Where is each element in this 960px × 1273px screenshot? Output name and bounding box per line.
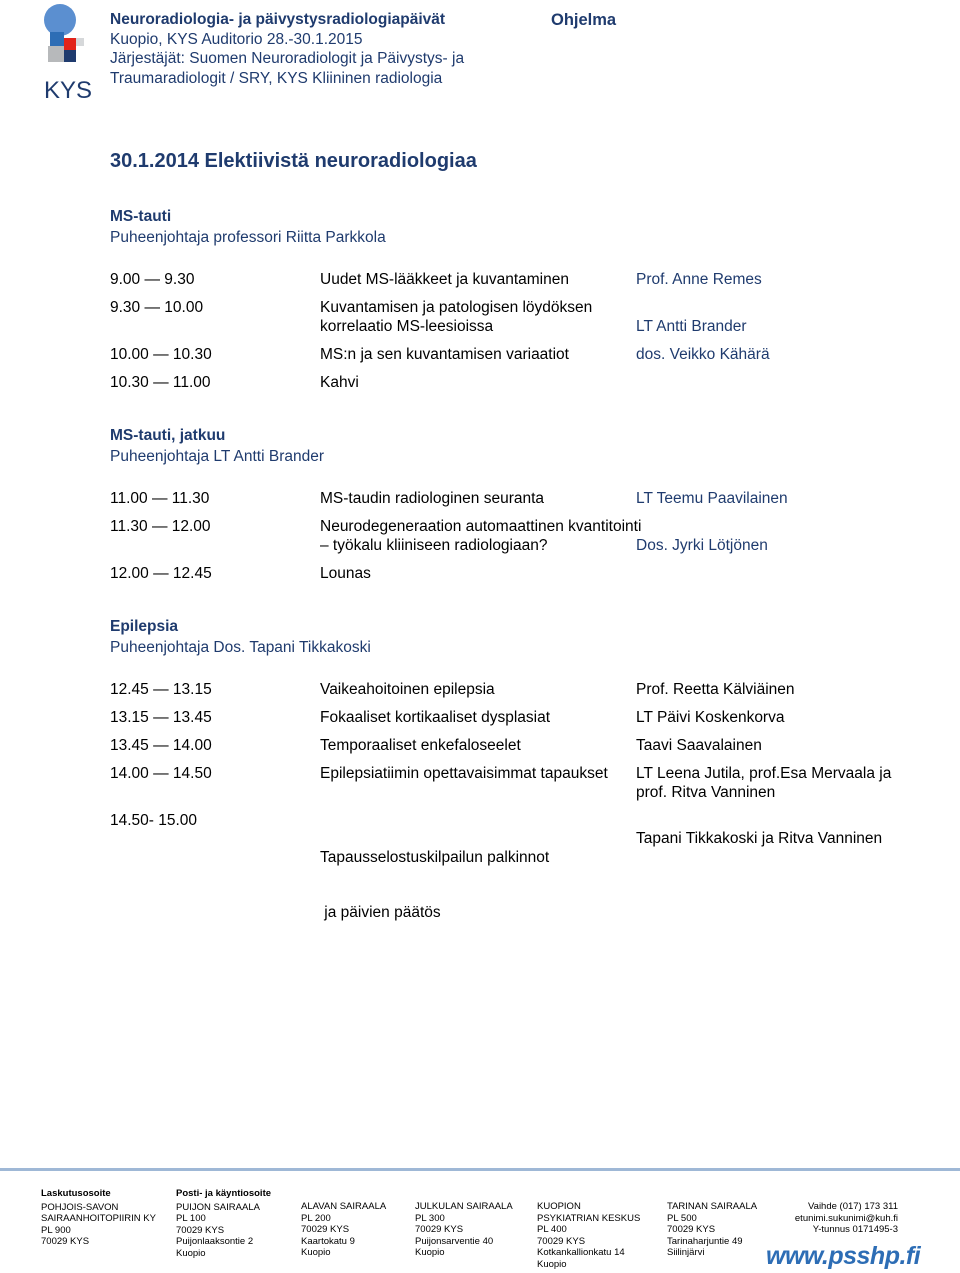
footer-line: Puijonlaaksontie 2 xyxy=(176,1236,254,1247)
row-speaker-line2: prof. Ritva Vanninen xyxy=(636,783,776,801)
footer-line: PL 300 xyxy=(415,1212,445,1224)
row-talk-line1: Kuvantamisen ja patologisen löydöksen xyxy=(320,299,593,316)
row-talk: Lounas xyxy=(320,564,371,582)
program-row xyxy=(110,765,930,802)
program-row xyxy=(110,737,930,756)
footer-line: POHJOIS-SAVON xyxy=(41,1201,119,1213)
footer-business-id: Y-tunnus 0171495-3 xyxy=(812,1224,898,1235)
row-time: 11.30 — 12.00 xyxy=(110,518,211,535)
row-speaker: Prof. Anne Remes xyxy=(636,271,762,288)
footer-line: PL 200 xyxy=(301,1212,331,1224)
row-talk xyxy=(320,299,636,336)
row-talk xyxy=(320,518,642,555)
footer-phone: Vaihde (017) 173 311 xyxy=(808,1201,898,1212)
footer-line: JULKULAN SAIRAALA xyxy=(415,1201,513,1212)
row-talk: Epilepsiatiimin opettavaisimmat tapaukset xyxy=(320,765,608,782)
event-organizers-line2: Traumaradiologit / SRY, KYS Kliininen radiologia xyxy=(110,69,443,87)
session-chair: Puheenjohtaja professori Riitta Parkkola xyxy=(110,229,386,246)
program-row xyxy=(110,565,930,584)
footer-line: PSYKIATRIAN KESKUS xyxy=(537,1212,641,1224)
session-title: MS-tauti, jatkuu xyxy=(110,427,226,444)
row-speaker-line2: Tapani Tikkakoski ja Ritva Vanninen xyxy=(636,830,883,847)
row-speaker xyxy=(636,565,930,584)
row-time: 13.45 — 14.00 xyxy=(110,737,212,754)
kys-logo xyxy=(38,2,98,102)
event-organizers-line1: Järjestäjät: Suomen Neuroradiologit ja Päivystys- ja xyxy=(110,50,465,67)
row-talk: Vaikeahoitoinen epilepsia xyxy=(320,681,495,698)
program-row xyxy=(110,518,930,555)
row-talk: Temporaaliset enkefaloseelet xyxy=(320,737,521,754)
row-speaker xyxy=(636,374,930,393)
footer-line: 70029 KYS xyxy=(415,1224,464,1235)
event-title: Neuroradiologia- ja päivystysradiologiapäivät xyxy=(110,11,446,28)
footer-line: Kuopio xyxy=(415,1247,445,1258)
session-chair: Puheenjohtaja LT Antti Brander xyxy=(110,448,324,465)
footer-line: Puijonsarventie 40 xyxy=(415,1235,494,1247)
row-speaker-line1 xyxy=(636,518,930,537)
row-speaker-line1: LT Leena Jutila, prof.Esa Mervaala ja xyxy=(636,765,892,782)
program-label: Ohjelma xyxy=(551,11,617,29)
row-speaker: Prof. Reetta Kälviäinen xyxy=(636,681,795,698)
row-speaker-line1 xyxy=(636,299,930,318)
session-title: Epilepsia xyxy=(110,618,179,635)
logo-text: KYS xyxy=(43,77,93,102)
row-talk-line1: Tapausselostuskilpailun palkinnot xyxy=(320,848,550,866)
footer-line: 70029 KYS xyxy=(301,1224,350,1235)
row-time: 14.50- 15.00 xyxy=(110,811,198,829)
footer-line: Tarinaharjuntie 49 xyxy=(667,1235,743,1247)
row-talk xyxy=(320,812,636,960)
row-talk: Uudet MS-lääkkeet ja kuvantaminen xyxy=(320,271,569,288)
row-speaker xyxy=(636,299,930,336)
program-row xyxy=(110,271,930,290)
footer-line: Kotkankallionkatu 14 xyxy=(537,1247,625,1258)
row-speaker-line1 xyxy=(636,812,930,831)
footer-line: Kuopio xyxy=(176,1247,206,1259)
program-row xyxy=(110,346,930,365)
footer-alava xyxy=(301,1201,386,1259)
program-row xyxy=(110,374,930,393)
session-chair: Puheenjohtaja Dos. Tapani Tikkakoski xyxy=(110,639,371,656)
program-row xyxy=(110,709,930,728)
row-speaker: LT Päivi Koskenkorva xyxy=(636,709,785,726)
session-title: MS-tauti xyxy=(110,208,172,225)
footer-contact xyxy=(795,1201,898,1236)
session-ms xyxy=(110,206,930,248)
footer-line: TARINAN SAIRAALA xyxy=(667,1201,758,1212)
footer-line: Siilinjärvi xyxy=(667,1247,705,1258)
program-row xyxy=(110,681,930,700)
row-talk: MS:n ja sen kuvantamisen variaatiot xyxy=(320,345,569,363)
row-speaker xyxy=(636,812,930,960)
footer-line: PL 400 xyxy=(537,1224,567,1235)
session-epilepsy xyxy=(110,616,930,658)
event-header xyxy=(110,10,464,88)
footer-line: PL 500 xyxy=(667,1212,697,1224)
row-talk: MS-taudin radiologinen seuranta xyxy=(320,490,545,507)
program-row xyxy=(110,490,930,509)
row-time: 12.45 — 13.15 xyxy=(110,681,212,698)
footer-puijo xyxy=(176,1188,271,1259)
program-row xyxy=(110,299,930,336)
footer-line: 70029 KYS xyxy=(667,1224,716,1235)
program-document xyxy=(110,150,930,969)
row-talk-line1: Neurodegeneraation automaattinen kvantitointi xyxy=(320,518,642,535)
footer-line: Kuopio xyxy=(537,1258,567,1270)
footer-line: KUOPION xyxy=(537,1201,581,1212)
footer-line: SAIRAANHOITOPIIRIN KY xyxy=(41,1213,156,1224)
row-speaker: dos. Veikko Kähärä xyxy=(636,345,770,363)
row-talk-line2: ja päivien päätös xyxy=(320,904,441,921)
row-talk-line2: – työkalu kliiniseen radiologiaan? xyxy=(320,536,548,554)
website-link[interactable]: www.psshp.fi xyxy=(766,1242,921,1270)
row-speaker-line2: Dos. Jyrki Lötjönen xyxy=(636,536,768,554)
event-location: Kuopio, KYS Auditorio 28.-30.1.2015 xyxy=(110,30,363,48)
footer-line: 70029 KYS xyxy=(176,1224,225,1236)
row-speaker: Taavi Saavalainen xyxy=(636,737,762,754)
footer-line: PL 100 xyxy=(176,1213,206,1224)
row-time: 11.00 — 11.30 xyxy=(110,490,210,507)
row-speaker-line2: LT Antti Brander xyxy=(636,317,747,335)
row-speaker xyxy=(636,765,930,802)
footer-line: ALAVAN SAIRAALA xyxy=(301,1201,387,1212)
row-speaker xyxy=(636,518,930,555)
row-talk: Fokaaliset kortikaaliset dysplasiat xyxy=(320,709,551,726)
row-time: 10.00 — 10.30 xyxy=(110,345,212,363)
footer-tarina xyxy=(667,1201,757,1259)
row-talk: Kahvi xyxy=(320,373,359,391)
day-title: 30.1.2014 Elektiivistä neuroradiologiaa xyxy=(110,150,477,172)
program-row xyxy=(110,812,930,960)
row-time: 9.30 — 10.00 xyxy=(110,299,204,316)
footer-line: Kaartokatu 9 xyxy=(301,1235,355,1247)
footer-label: Posti- ja käyntiosoite xyxy=(176,1188,272,1199)
row-time: 9.00 — 9.30 xyxy=(110,271,195,288)
row-speaker: LT Teemu Paavilainen xyxy=(636,490,788,507)
row-time: 10.30 — 11.00 xyxy=(110,373,211,391)
footer-line: PL 900 xyxy=(41,1224,71,1236)
footer-line: 70029 KYS xyxy=(41,1236,90,1247)
footer-julkula xyxy=(415,1201,513,1259)
row-time: 14.00 — 14.50 xyxy=(110,765,212,782)
footer-email: etunimi.sukunimi@kuh.fi xyxy=(794,1212,898,1224)
footer-line: 70029 KYS xyxy=(537,1235,586,1247)
footer-psychiatry xyxy=(537,1201,640,1270)
row-time: 13.15 — 13.45 xyxy=(110,709,212,726)
footer-line: Kuopio xyxy=(301,1247,331,1258)
row-talk-line2: korrelaatio MS-leesioissa xyxy=(320,317,494,335)
row-time: 12.00 — 12.45 xyxy=(110,564,212,582)
session-ms-continued xyxy=(110,425,930,467)
footer-billing xyxy=(41,1188,156,1248)
footer-divider xyxy=(0,1168,960,1171)
footer-line: PUIJON SAIRAALA xyxy=(176,1201,260,1213)
footer-label: Laskutusosoite xyxy=(41,1188,111,1199)
